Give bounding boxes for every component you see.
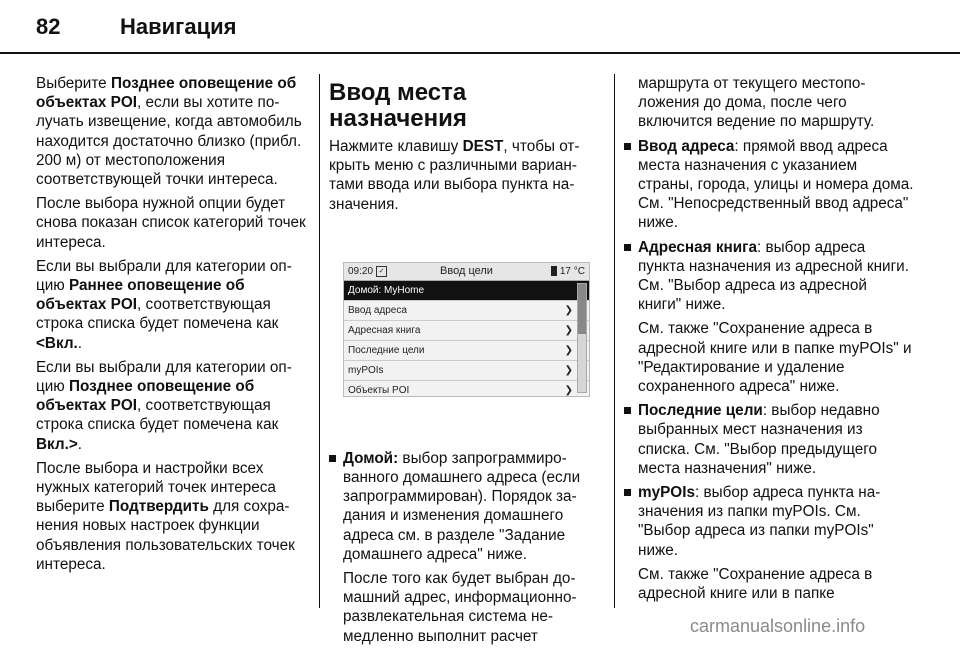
paragraph: Нажмите клавишу DEST, чтобы открыть меню с различными вариантами ввода или выбора пункта назначения. bbox=[329, 138, 580, 213]
bullet-mypois: myPOIs: выбор адреса пункта назначения из папки myPOIs. См. "Выбор адреса из папки myPOIs" ниже. bbox=[624, 483, 914, 560]
bullet-square-icon bbox=[624, 143, 631, 150]
column-divider bbox=[319, 74, 320, 608]
bullet-home: Домой: выбор запрограммированного домашнего адреса (если запрограммирован). Порядок задания и изменения домашнего адреса см. в разделе "Задание домашнего адреса" ниже. bbox=[329, 449, 601, 564]
chevron-right-icon: ❯ bbox=[564, 304, 573, 316]
page-number: 82 bbox=[36, 14, 61, 39]
header-divider bbox=[0, 52, 960, 54]
chevron-right-icon: ❯ bbox=[564, 324, 573, 336]
chevron-right-icon: ❯ bbox=[564, 344, 573, 356]
nav-screen bbox=[343, 262, 590, 397]
paragraph: После того как будет выбран домашний адрес, информационно-развлекательная система немедленно выполнит расчет bbox=[343, 570, 577, 645]
heading-destination-input: Ввод места назначения bbox=[329, 79, 467, 132]
screenshot-figure bbox=[329, 224, 601, 439]
screen-title: Ввод цели bbox=[440, 264, 493, 277]
phone-icon bbox=[551, 266, 557, 276]
paragraph: После выбора нужной опции будет снова показан список категорий точек интереса. bbox=[36, 195, 306, 251]
paragraph: После выбора и настройки всех нужных категорий точек интереса выберите Подтвердить для сохранения новых настроек функции объявления пользовательских точек интереса. bbox=[36, 459, 295, 573]
bullet-address-entry: Ввод адреса: прямой ввод адреса места назначения с указанием страны, города, улицы и номера дома. См. "Непосредственный ввод адреса" ниже. bbox=[624, 137, 914, 233]
bullet-square-icon bbox=[624, 489, 631, 496]
nav-status-icon: ✓ bbox=[376, 266, 387, 277]
paragraph: См. также "Сохранение адреса в адресной книге или в папке bbox=[638, 565, 873, 603]
menu-item-poi[interactable]: Объекты POI ❯ bbox=[344, 381, 589, 400]
paragraph: Выберите Позднее оповещение об объектах POI, если вы хотите получать извещение, когда автомобиль находится достаточно близко (прибл. 200 м) от местоположения соответствующей точки интереса. bbox=[36, 75, 302, 189]
menu-item-address-book[interactable]: Адресная книга ❯ bbox=[344, 321, 589, 341]
paragraph: Если вы выбрали для категории опцию Позднее оповещение об объектах POI, соответствующая строка списка будет помечена как Вкл.>. bbox=[36, 358, 292, 453]
column-2 bbox=[329, 80, 601, 651]
chevron-right-icon: ❯ bbox=[564, 384, 573, 396]
bullet-square-icon bbox=[624, 244, 631, 251]
menu-item-recent-destinations[interactable]: Последние цели ❯ bbox=[344, 341, 589, 361]
chevron-right-icon: ❯ bbox=[564, 364, 573, 376]
paragraph: маршрута от текущего местоположения до дома, после чего включится ведение по маршруту. bbox=[638, 75, 875, 131]
watermark: carmanualsonline.info bbox=[690, 616, 866, 636]
bullet-recent-destinations: Последние цели: выбор недавно выбранных мест назначения из списка. См. "Выбор предыдущего места назначения" ниже. bbox=[624, 401, 914, 478]
menu-item-address-entry[interactable]: Ввод адреса ❯ bbox=[344, 301, 589, 321]
screen-time: 09:20 bbox=[348, 265, 374, 277]
bullet-square-icon bbox=[624, 407, 631, 414]
scrollbar-thumb[interactable] bbox=[578, 284, 586, 334]
scrollbar[interactable] bbox=[577, 283, 587, 393]
menu-item-home[interactable]: Домой: MyHome bbox=[344, 281, 589, 301]
column-divider bbox=[614, 74, 615, 608]
screen-header bbox=[344, 263, 589, 281]
column-3 bbox=[624, 74, 914, 608]
bullet-address-book: Адресная книга: выбор адреса пункта назначения из адресной книги. См. "Выбор адреса из адресной книги" ниже. bbox=[624, 238, 914, 315]
paragraph: Если вы выбрали для категории опцию Раннее оповещение об объектах POI, соответствующая строка списка будет помечена как <Вкл.. bbox=[36, 257, 292, 352]
section-title: Навигация bbox=[120, 14, 237, 39]
screen-temperature: 17 °C bbox=[551, 262, 585, 281]
column-1 bbox=[36, 74, 306, 579]
bullet-square-icon bbox=[329, 455, 336, 462]
menu-item-mypois[interactable]: myPOIs ❯ bbox=[344, 361, 589, 381]
paragraph: См. также "Сохранение адреса в адресной книге или в папке myPOIs" и "Редактирование и удаление сохраненного адреса" ниже. bbox=[638, 320, 912, 396]
